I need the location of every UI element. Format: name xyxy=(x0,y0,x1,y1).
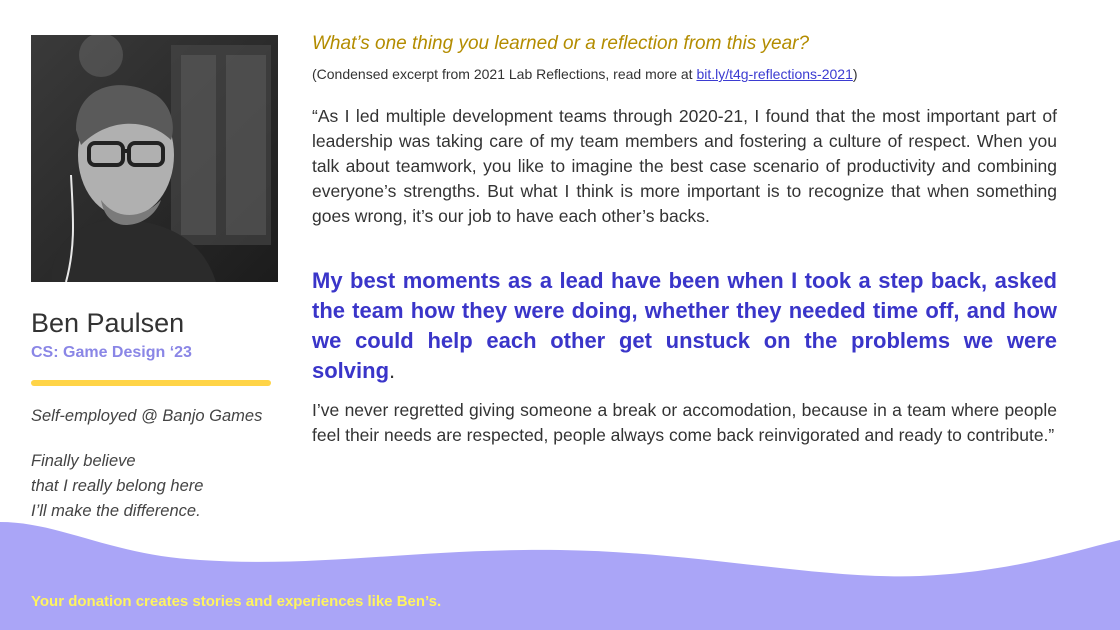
belief-line: I’ll make the difference. xyxy=(31,502,201,520)
profile-photo-image xyxy=(31,35,278,282)
excerpt-suffix: ) xyxy=(852,66,858,82)
profile-photo xyxy=(31,35,278,282)
excerpt-note xyxy=(312,66,858,82)
belief-line: Finally believe xyxy=(31,452,136,470)
highlight-text: My best moments as a lead have been when I took a step back, asked the team how they were doing, whether they needed time off, and how we could help each other get unstuck on the problems we were solving xyxy=(312,268,1057,383)
accent-divider xyxy=(31,380,271,386)
reflections-link[interactable]: bit.ly/t4g-reflections-2021 xyxy=(696,66,853,82)
footer-wave xyxy=(0,500,1120,630)
reflection-highlight xyxy=(312,266,1057,386)
donation-tagline: Your donation creates stories and experiences like Ben’s. xyxy=(31,593,442,610)
reflection-paragraph-2: I’ve never regretted giving someone a break or accomodation, because in a team where people feel their needs are respected, people always come back reinvigorated and ready to contribute.” xyxy=(312,400,1057,445)
profile-employer: Self-employed @ Banjo Games xyxy=(31,407,263,425)
profile-degree: CS: Game Design ‘23 xyxy=(31,344,192,361)
highlight-tail: . xyxy=(389,358,396,383)
excerpt-prefix: (Condensed excerpt from 2021 Lab Reflections, read more at xyxy=(312,66,697,82)
belief-line: that I really belong here xyxy=(31,477,204,495)
reflection-question: What’s one thing you learned or a reflection from this year? xyxy=(312,33,810,54)
profile-name: Ben Paulsen xyxy=(31,308,185,338)
reflection-paragraph-1: “As I led multiple development teams through 2020-21, I found that the most important part of leadership was taking care of my team members and fostering a culture of respect. When you talk about teamwork, you like to imagine the best case scenario of productivity and combining everyone’s strengths. But what I think is more important is to recognize that when something goes wrong, it’s our job to have each other’s backs. xyxy=(312,106,1057,226)
